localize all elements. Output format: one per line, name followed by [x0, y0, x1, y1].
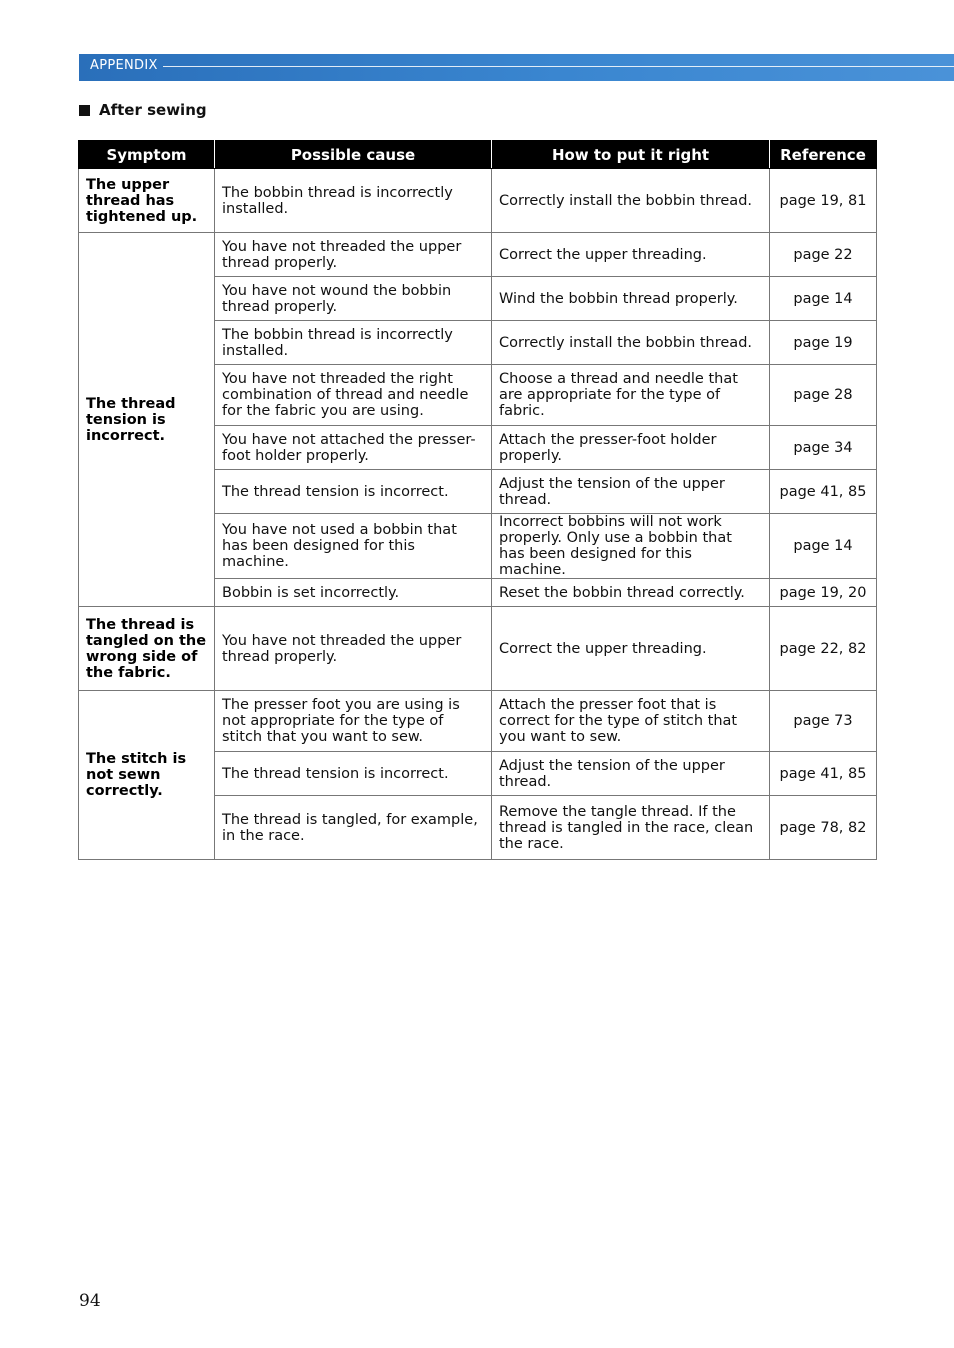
reference-cell: page 22	[770, 233, 877, 277]
reference-cell: page 78, 82	[770, 796, 877, 860]
cause-cell: You have not threaded the right combination of thread and needle for the fabric you are using.	[215, 365, 492, 426]
cause-cell: The thread tension is incorrect.	[215, 752, 492, 796]
square-bullet-icon	[79, 105, 90, 116]
reference-cell: page 14	[770, 514, 877, 579]
cause-cell: The thread is tangled, for example, in the race.	[215, 796, 492, 860]
reference-cell: page 19, 81	[770, 169, 877, 233]
column-header-remedy: How to put it right	[492, 141, 770, 169]
page-number: 94	[79, 1291, 101, 1311]
remedy-cell: Incorrect bobbins will not work properly. Only use a bobbin that has been designed for this machine.	[492, 514, 770, 579]
cause-cell: You have not used a bobbin that has been designed for this machine.	[215, 514, 492, 579]
cause-cell: The bobbin thread is incorrectly installed.	[215, 321, 492, 365]
remedy-cell: Adjust the tension of the upper thread.	[492, 470, 770, 514]
reference-cell: page 73	[770, 691, 877, 752]
table-row	[79, 607, 877, 691]
appendix-header-band	[79, 54, 954, 81]
remedy-cell: Correct the upper threading.	[492, 607, 770, 691]
section-title: After sewing	[99, 101, 207, 119]
section-heading	[79, 101, 207, 119]
symptom-cell: The upper thread has tightened up.	[79, 169, 215, 233]
reference-cell: page 19, 20	[770, 579, 877, 607]
remedy-cell: Wind the bobbin thread properly.	[492, 277, 770, 321]
column-header-reference: Reference	[770, 141, 877, 169]
remedy-cell: Correctly install the bobbin thread.	[492, 169, 770, 233]
cause-cell: The thread tension is incorrect.	[215, 470, 492, 514]
table-header-row	[79, 141, 877, 169]
cause-cell: You have not attached the presser-foot holder properly.	[215, 426, 492, 470]
table-row	[79, 691, 877, 752]
remedy-cell: Correct the upper threading.	[492, 233, 770, 277]
table-row	[79, 233, 877, 277]
cause-cell: You have not wound the bobbin thread properly.	[215, 277, 492, 321]
cause-cell: You have not threaded the upper thread properly.	[215, 233, 492, 277]
column-header-cause: Possible cause	[215, 141, 492, 169]
symptom-cell: The stitch is not sewn correctly.	[79, 691, 215, 860]
column-header-symptom: Symptom	[79, 141, 215, 169]
remedy-cell: Reset the bobbin thread correctly.	[492, 579, 770, 607]
cause-cell: You have not threaded the upper thread properly.	[215, 607, 492, 691]
reference-cell: page 34	[770, 426, 877, 470]
troubleshooting-table	[78, 140, 877, 860]
reference-cell: page 41, 85	[770, 470, 877, 514]
reference-cell: page 14	[770, 277, 877, 321]
table-row	[79, 169, 877, 233]
reference-cell: page 22, 82	[770, 607, 877, 691]
reference-cell: page 41, 85	[770, 752, 877, 796]
header-rule	[163, 66, 954, 67]
cause-cell: The bobbin thread is incorrectly installed.	[215, 169, 492, 233]
symptom-cell: The thread is tangled on the wrong side of the fabric.	[79, 607, 215, 691]
remedy-cell: Adjust the tension of the upper thread.	[492, 752, 770, 796]
reference-cell: page 19	[770, 321, 877, 365]
remedy-cell: Attach the presser foot that is correct for the type of stitch that you want to sew.	[492, 691, 770, 752]
cause-cell: The presser foot you are using is not appropriate for the type of stitch that you want to sew.	[215, 691, 492, 752]
symptom-cell: The thread tension is incorrect.	[79, 233, 215, 607]
section-label: APPENDIX	[90, 58, 158, 73]
reference-cell: page 28	[770, 365, 877, 426]
remedy-cell: Remove the tangle thread. If the thread is tangled in the race, clean the race.	[492, 796, 770, 860]
remedy-cell: Correctly install the bobbin thread.	[492, 321, 770, 365]
cause-cell: Bobbin is set incorrectly.	[215, 579, 492, 607]
remedy-cell: Attach the presser-foot holder properly.	[492, 426, 770, 470]
remedy-cell: Choose a thread and needle that are appropriate for the type of fabric.	[492, 365, 770, 426]
